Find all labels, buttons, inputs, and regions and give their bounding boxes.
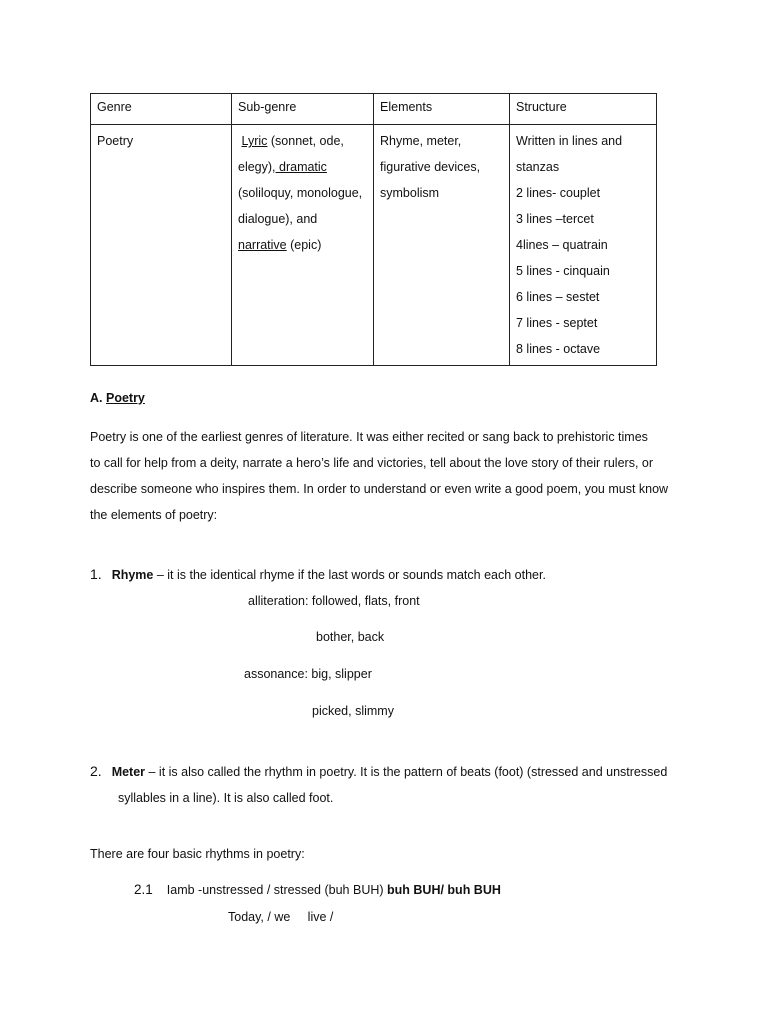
rhyme-term: Rhyme [111,568,154,582]
sub-item-iamb [134,882,501,897]
subgenre-line-5 [238,232,367,258]
narrative-term: narrative [238,238,287,252]
table-row [91,125,657,366]
intro-line: Poetry is one of the earliest genres of literature. It was either recited or sang back to prehistoric times [90,430,648,444]
cell-genre [91,125,232,366]
rhythms-intro: There are four basic rhythms in poetry: [90,847,305,861]
structure-line: 7 lines - septet [516,316,598,330]
elements-line: figurative devices, [380,160,481,174]
intro-line: to call for help from a deity, narrate a hero’s life and victories, tell about the love story of their rulers, or [90,456,654,470]
subgenre-line-1 [238,128,367,154]
section-heading [90,391,145,405]
structure-line: 8 lines - octave [516,342,601,356]
structure-line: 6 lines – sestet [516,290,600,304]
meter-definition: – it is also called the rhythm in poetry. It is the pattern of beats (foot) (stressed and unstressed [145,765,668,779]
cell-structure [510,125,657,366]
narrative-detail: (epic) [286,238,322,252]
item-number: 1. [90,566,102,582]
structure-line: 5 lines - cinquain [516,264,610,278]
lyric-detail: (sonnet, ode, [267,134,344,148]
rhyme-example: alliteration: followed, flats, front [248,594,420,608]
cell-subgenre [232,125,374,366]
section-letter: A. [90,391,106,405]
header-subgenre: Sub-genre [232,94,374,125]
dramatic-term: dramatic [275,160,327,174]
header-genre: Genre [91,94,232,125]
subgenre-line-2 [238,154,367,180]
intro-line: describe someone who inspires them. In order to understand or even write a good poem, you must know [90,482,669,496]
rhyme-example: picked, slimmy [312,704,394,718]
genre-value: Poetry [97,134,134,148]
item-number: 2. [90,763,102,779]
iamb-example: Today, / we live / [228,910,334,924]
sub-item-number: 2.1 [134,882,153,897]
structure-line: stanzas [516,160,560,174]
list-item-meter [90,763,667,779]
genre-table [90,93,657,366]
iamb-definition: Iamb -unstressed / stressed (buh BUH) [166,883,388,897]
iamb-pattern: buh BUH/ buh BUH [387,883,501,897]
meter-definition-continued: syllables in a line). It is also called foot. [118,791,334,805]
structure-line: 4lines – quatrain [516,238,608,252]
elements-line: symbolism [380,186,440,200]
list-item-rhyme [90,566,546,582]
subgenre-line-4: dialogue), and [238,212,318,226]
structure-line: 2 lines- couplet [516,186,601,200]
structure-line: Written in lines and [516,134,623,148]
header-elements: Elements [374,94,510,125]
rhyme-definition: – it is the identical rhyme if the last words or sounds match each other. [153,568,546,582]
intro-paragraph [90,424,690,528]
header-structure: Structure [510,94,657,125]
intro-line: the elements of poetry: [90,508,218,522]
rhyme-example: assonance: big, slipper [244,667,372,681]
subgenre-line-3: (soliloquy, monologue, [238,186,363,200]
elegy-text: elegy), [238,160,276,174]
lyric-term: Lyric [241,134,268,148]
section-title: Poetry [105,391,145,405]
table-header-row [91,94,657,125]
structure-line: 3 lines –tercet [516,212,594,226]
elements-line: Rhyme, meter, [380,134,462,148]
meter-term: Meter [111,765,146,779]
cell-elements [374,125,510,366]
rhyme-example: bother, back [316,630,385,644]
